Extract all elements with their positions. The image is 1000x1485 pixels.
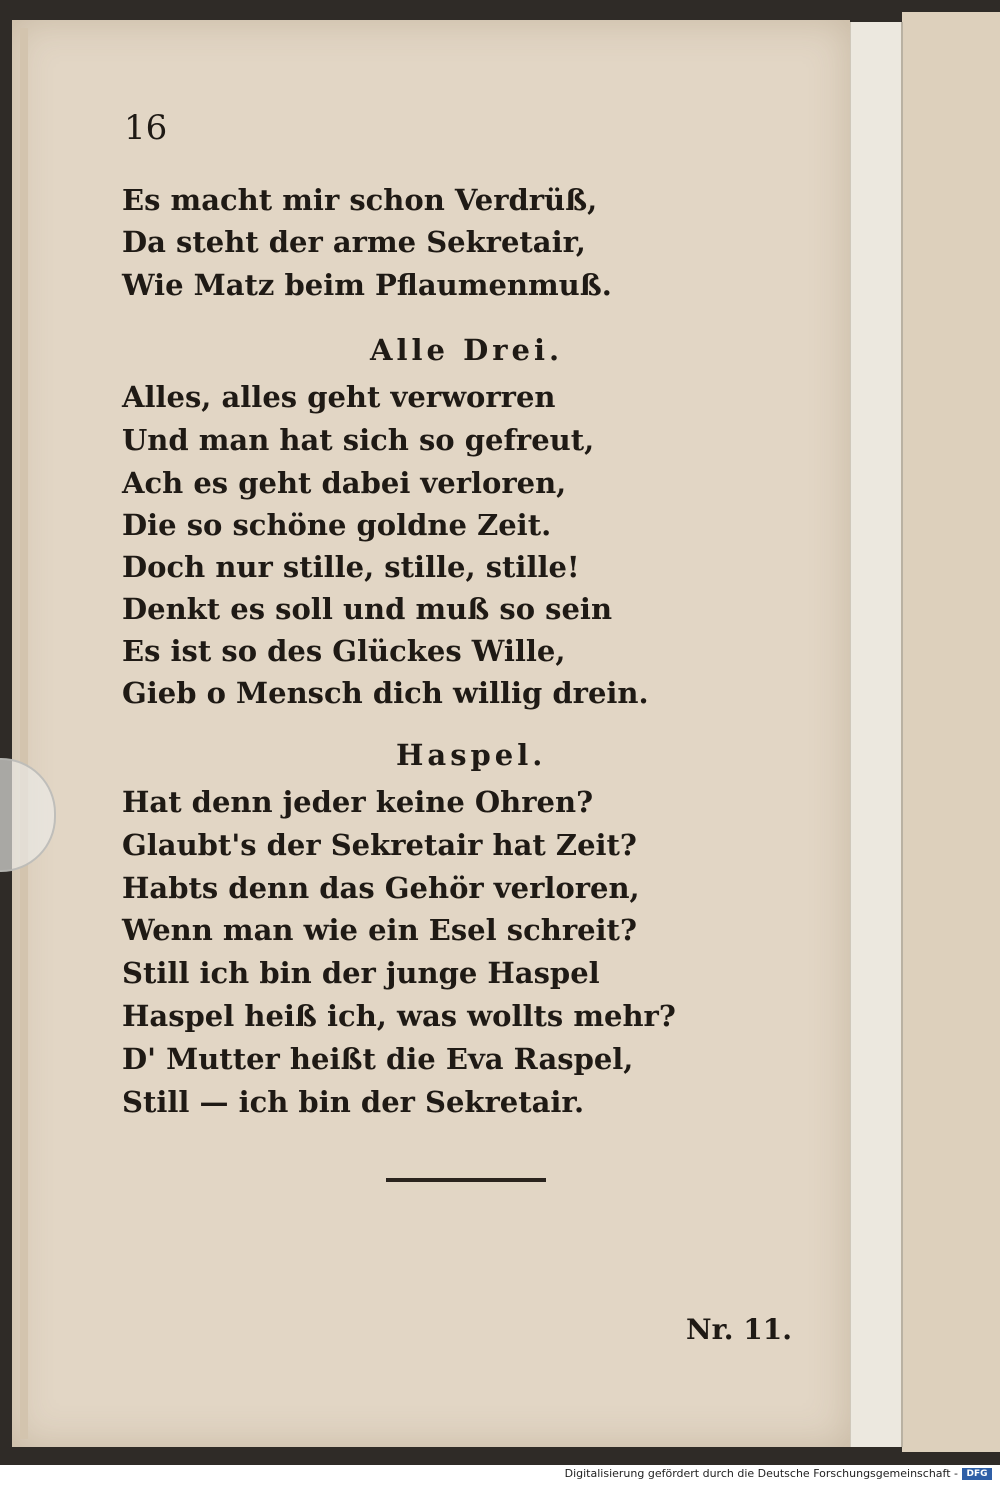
speaker-heading: Haspel. (396, 738, 547, 772)
page-edge (20, 28, 28, 1439)
dfg-logo-icon: DFG (962, 1468, 992, 1480)
verse-line: Haspel heiß ich, was wollts mehr? (122, 999, 676, 1033)
verse-line: Still ich bin der junge Haspel (122, 956, 600, 990)
verse-line: Hat denn jeder keine Ohren? (122, 785, 594, 819)
verse-line: Wie Matz beim Pflaumenmuß. (122, 268, 612, 302)
verse-line: Gieb o Mensch dich willig drein. (122, 676, 649, 710)
verse-line: Es ist so des Glückes Wille, (122, 634, 566, 668)
verse-line: Die so schöne goldne Zeit. (122, 508, 552, 542)
verse-line: Wenn man wie ein Esel schreit? (122, 913, 637, 947)
verse-line: Ach es geht dabei verloren, (122, 466, 567, 500)
speaker-heading: Alle Drei. (370, 333, 564, 367)
verse-line: Still — ich bin der Sekretair. (122, 1085, 585, 1119)
binding-gutter (850, 22, 903, 1447)
verse-line: Da steht der arme Sekretair, (122, 225, 586, 259)
verse-line: Doch nur stille, stille, stille! (122, 550, 580, 584)
adjacent-page (902, 12, 1000, 1452)
end-rule (386, 1178, 546, 1182)
verse-line: Und man hat sich so gefreut, (122, 423, 595, 457)
catchword: Nr. 11. (686, 1313, 792, 1346)
verse-line: Es macht mir schon Verdrüß, (122, 183, 598, 217)
verse-line: Alles, alles geht verworren (122, 380, 556, 414)
page-number: 16 (124, 108, 168, 148)
verse-line: Habts denn das Gehör verloren, (122, 871, 640, 905)
verse-line: Denkt es soll und muß so sein (122, 592, 613, 626)
verse-line: D' Mutter heißt die Eva Raspel, (122, 1042, 634, 1076)
verse-line: Glaubt's der Sekretair hat Zeit? (122, 828, 637, 862)
funding-notice: Digitalisierung gefördert durch die Deutsche Forschungsgemeinschaft - (564, 1467, 958, 1480)
